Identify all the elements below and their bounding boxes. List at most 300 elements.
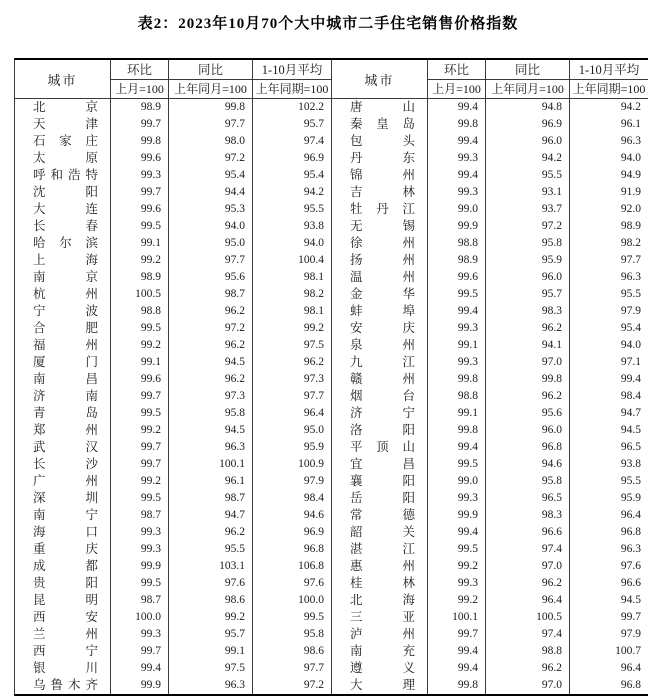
yoy-cell: 96.2	[169, 524, 253, 541]
avg-cell: 94.2	[253, 184, 332, 201]
city-cell: 北海	[332, 592, 428, 609]
yoy-cell: 97.0	[486, 558, 570, 575]
mom-cell: 99.6	[111, 201, 169, 218]
city-cell: 温州	[332, 269, 428, 286]
mom-cell: 99.3	[428, 150, 486, 167]
mom-cell: 99.3	[111, 541, 169, 558]
avg-cell: 94.9	[620, 169, 641, 181]
mom-cell: 99.4	[428, 133, 486, 150]
mom-cell: 99.0	[428, 473, 486, 490]
city-cell: 丹东	[332, 150, 428, 167]
avg-cell: 97.6	[620, 560, 641, 572]
yoy-cell: 94.5	[169, 354, 253, 371]
table-row	[332, 167, 648, 184]
avg-cell: 94.2	[620, 101, 641, 113]
city-cell: 蚌埠	[332, 303, 428, 320]
yoy-cell: 98.6	[169, 592, 253, 609]
city-cell: 合肥	[15, 320, 111, 337]
avg-cell: 97.9	[620, 628, 641, 640]
table-row	[332, 371, 648, 388]
table-row	[15, 592, 332, 609]
table-row	[15, 116, 332, 133]
city-cell: 呼和浩特	[15, 167, 111, 184]
header-avg-base: 上年同期=100	[572, 82, 646, 96]
table-row	[15, 473, 332, 490]
yoy-cell: 95.4	[169, 167, 253, 184]
city-cell: 西安	[15, 609, 111, 626]
yoy-cell: 94.5	[169, 422, 253, 439]
avg-cell: 94.0	[620, 339, 641, 351]
mom-cell: 99.4	[428, 439, 486, 456]
city-cell: 南京	[15, 269, 111, 286]
table-row	[332, 422, 648, 439]
yoy-cell: 95.7	[486, 286, 570, 303]
yoy-cell: 97.2	[169, 320, 253, 337]
table-row	[15, 507, 332, 524]
city-cell: 南宁	[15, 507, 111, 524]
city-cell: 韶关	[332, 524, 428, 541]
table-row	[15, 677, 332, 694]
avg-cell: 96.3	[620, 271, 641, 283]
yoy-cell: 98.7	[169, 286, 253, 303]
yoy-cell: 96.0	[486, 422, 570, 439]
mom-cell: 99.2	[111, 422, 169, 439]
avg-cell: 97.7	[620, 254, 641, 266]
table-row	[15, 184, 332, 201]
mom-cell: 98.7	[111, 507, 169, 524]
avg-cell: 97.1	[620, 356, 641, 368]
header-mom-label: 环比	[111, 60, 168, 80]
city-cell: 厦门	[15, 354, 111, 371]
mom-cell: 99.2	[111, 337, 169, 354]
city-cell: 济南	[15, 388, 111, 405]
yoy-cell: 96.4	[486, 592, 570, 609]
header-group-mom	[111, 60, 169, 98]
mom-cell: 99.4	[428, 303, 486, 320]
mom-cell: 99.7	[428, 626, 486, 643]
yoy-cell: 96.8	[486, 439, 570, 456]
avg-cell: 95.5	[620, 475, 641, 487]
avg-cell: 97.4	[253, 133, 332, 150]
city-cell: 惠州	[332, 558, 428, 575]
table-row	[15, 660, 332, 677]
mom-cell: 99.8	[428, 422, 486, 439]
table-row	[15, 286, 332, 303]
city-cell: 无锡	[332, 218, 428, 235]
table-row	[15, 524, 332, 541]
mom-cell: 99.3	[111, 167, 169, 184]
table-row	[332, 116, 648, 133]
avg-cell: 94.5	[620, 424, 641, 436]
table-row	[15, 320, 332, 337]
city-cell: 郑州	[15, 422, 111, 439]
table-row	[332, 269, 648, 286]
avg-cell: 97.9	[253, 473, 332, 490]
table-row	[332, 609, 648, 626]
table-row	[332, 490, 648, 507]
avg-cell: 96.1	[620, 118, 641, 130]
avg-cell: 96.8	[253, 541, 332, 558]
yoy-cell: 93.7	[486, 201, 570, 218]
table-row	[332, 99, 648, 116]
table-row	[332, 626, 648, 643]
avg-cell: 93.8	[253, 218, 332, 235]
yoy-cell: 94.7	[169, 507, 253, 524]
mom-cell: 99.3	[111, 626, 169, 643]
city-cell: 唐山	[332, 99, 428, 116]
city-cell: 昆明	[15, 592, 111, 609]
avg-cell: 96.6	[620, 577, 641, 589]
city-cell: 乌鲁木齐	[15, 677, 111, 694]
yoy-cell: 95.9	[486, 252, 570, 269]
mom-cell: 99.5	[111, 218, 169, 235]
mom-cell: 99.7	[111, 643, 169, 660]
city-cell: 赣州	[332, 371, 428, 388]
avg-cell: 99.4	[620, 373, 641, 385]
city-cell: 湛江	[332, 541, 428, 558]
mom-cell: 99.1	[111, 235, 169, 252]
yoy-cell: 96.5	[486, 490, 570, 507]
table-row	[332, 252, 648, 269]
city-cell: 济宁	[332, 405, 428, 422]
mom-cell: 99.2	[111, 473, 169, 490]
mom-cell: 99.2	[428, 592, 486, 609]
yoy-cell: 97.4	[486, 626, 570, 643]
yoy-cell: 97.2	[169, 150, 253, 167]
avg-cell: 97.7	[253, 660, 332, 677]
mom-cell: 99.5	[111, 490, 169, 507]
table-row	[332, 541, 648, 558]
header-mom-label: 环比	[428, 60, 485, 80]
yoy-cell: 99.8	[486, 371, 570, 388]
mom-cell: 99.8	[428, 371, 486, 388]
avg-cell: 94.0	[253, 235, 332, 252]
city-cell: 平顶山	[332, 439, 428, 456]
header-avg-base: 上年同期=100	[255, 82, 329, 96]
city-cell: 西宁	[15, 643, 111, 660]
mom-cell: 99.2	[111, 252, 169, 269]
city-cell: 安庆	[332, 320, 428, 337]
header-group-yoy	[486, 60, 570, 98]
avg-cell: 102.2	[253, 99, 332, 116]
mom-cell: 99.1	[428, 405, 486, 422]
city-cell: 杭州	[15, 286, 111, 303]
yoy-cell: 95.8	[169, 405, 253, 422]
table-row	[332, 405, 648, 422]
city-cell: 广州	[15, 473, 111, 490]
avg-cell: 96.3	[620, 543, 641, 555]
avg-cell: 96.4	[620, 662, 641, 674]
yoy-cell: 96.2	[486, 320, 570, 337]
table-row	[332, 235, 648, 252]
city-cell: 重庆	[15, 541, 111, 558]
mom-cell: 99.2	[428, 558, 486, 575]
yoy-cell: 94.1	[486, 337, 570, 354]
yoy-cell: 96.2	[169, 337, 253, 354]
avg-cell: 95.9	[253, 439, 332, 456]
avg-cell: 95.0	[253, 422, 332, 439]
yoy-cell: 97.5	[169, 660, 253, 677]
mom-cell: 98.8	[428, 235, 486, 252]
avg-cell: 94.6	[253, 507, 332, 524]
mom-cell: 99.4	[428, 643, 486, 660]
avg-cell: 100.0	[253, 592, 332, 609]
avg-cell: 95.5	[253, 201, 332, 218]
avg-cell: 98.6	[253, 643, 332, 660]
yoy-cell: 98.0	[169, 133, 253, 150]
city-cell: 金华	[332, 286, 428, 303]
avg-cell: 94.0	[620, 152, 641, 164]
table-row	[15, 558, 332, 575]
city-cell: 泉州	[332, 337, 428, 354]
avg-cell: 98.2	[253, 286, 332, 303]
city-cell: 包头	[332, 133, 428, 150]
yoy-cell: 96.2	[486, 388, 570, 405]
avg-cell: 99.2	[253, 320, 332, 337]
yoy-cell: 98.7	[169, 490, 253, 507]
table-row	[332, 201, 648, 218]
city-cell: 遵义	[332, 660, 428, 677]
table-row	[15, 371, 332, 388]
city-cell: 吉林	[332, 184, 428, 201]
mom-cell: 99.9	[111, 558, 169, 575]
city-cell: 扬州	[332, 252, 428, 269]
table-body-left	[15, 99, 332, 694]
mom-cell: 99.3	[428, 354, 486, 371]
header-city: 城市	[15, 60, 111, 98]
avg-cell: 94.7	[620, 407, 641, 419]
mom-cell: 99.8	[428, 116, 486, 133]
yoy-cell: 95.7	[169, 626, 253, 643]
yoy-cell: 94.6	[486, 456, 570, 473]
table-row	[332, 320, 648, 337]
header-mom-base: 上月=100	[432, 82, 481, 96]
table-header-right	[332, 60, 648, 99]
city-cell: 福州	[15, 337, 111, 354]
city-cell: 长沙	[15, 456, 111, 473]
yoy-cell: 95.3	[169, 201, 253, 218]
table-row	[15, 626, 332, 643]
table-row	[15, 99, 332, 116]
table-row	[15, 167, 332, 184]
table-row	[332, 592, 648, 609]
table-row	[15, 439, 332, 456]
header-city: 城市	[332, 60, 428, 98]
yoy-cell: 96.2	[169, 371, 253, 388]
avg-cell: 100.7	[615, 645, 641, 657]
avg-cell: 93.8	[620, 458, 641, 470]
avg-cell: 96.8	[620, 679, 641, 691]
mom-cell: 99.5	[428, 456, 486, 473]
avg-cell: 98.9	[620, 220, 641, 232]
city-cell: 南昌	[15, 371, 111, 388]
yoy-cell: 93.1	[486, 184, 570, 201]
yoy-cell: 96.2	[486, 575, 570, 592]
mom-cell: 99.3	[428, 184, 486, 201]
header-yoy-label: 同比	[486, 60, 569, 80]
avg-cell: 95.8	[253, 626, 332, 643]
mom-cell: 99.7	[111, 388, 169, 405]
table-row	[15, 643, 332, 660]
mom-cell: 99.0	[428, 201, 486, 218]
header-avg-label: 1-10月平均	[570, 60, 648, 80]
table-row	[15, 303, 332, 320]
table-row	[15, 354, 332, 371]
yoy-cell: 95.5	[486, 167, 570, 184]
header-yoy-label: 同比	[169, 60, 252, 80]
yoy-cell: 94.4	[169, 184, 253, 201]
mom-cell: 99.6	[111, 150, 169, 167]
city-cell: 兰州	[15, 626, 111, 643]
table-row	[332, 218, 648, 235]
avg-cell: 95.5	[620, 288, 641, 300]
mom-cell: 98.9	[111, 269, 169, 286]
yoy-cell: 96.3	[169, 677, 253, 694]
city-cell: 九江	[332, 354, 428, 371]
mom-cell: 100.1	[428, 609, 486, 626]
mom-cell: 98.9	[111, 99, 169, 116]
yoy-cell: 97.4	[486, 541, 570, 558]
city-cell: 泸州	[332, 626, 428, 643]
mom-cell: 99.8	[111, 133, 169, 150]
table-left-half	[15, 60, 332, 694]
mom-cell: 98.9	[428, 252, 486, 269]
avg-cell: 96.2	[253, 354, 332, 371]
mom-cell: 98.7	[111, 592, 169, 609]
table-right-half	[332, 60, 648, 694]
header-group-mom	[428, 60, 486, 98]
avg-cell: 95.7	[253, 116, 332, 133]
table-row	[15, 337, 332, 354]
mom-cell: 99.6	[111, 371, 169, 388]
yoy-cell: 94.2	[486, 150, 570, 167]
header-group-yoy	[169, 60, 253, 98]
table-row	[332, 575, 648, 592]
avg-cell: 106.8	[253, 558, 332, 575]
mom-cell: 99.4	[111, 660, 169, 677]
table-title: 表2：2023年10月70个大中城市二手住宅销售价格指数	[137, 16, 519, 32]
city-cell: 三亚	[332, 609, 428, 626]
table-header-left	[15, 60, 332, 99]
city-cell: 深圳	[15, 490, 111, 507]
yoy-cell: 97.0	[486, 354, 570, 371]
mom-cell: 99.7	[111, 439, 169, 456]
yoy-cell: 99.8	[169, 99, 253, 116]
city-cell: 石家庄	[15, 133, 111, 150]
city-cell: 哈尔滨	[15, 235, 111, 252]
mom-cell: 100.0	[111, 609, 169, 626]
yoy-cell: 97.6	[169, 575, 253, 592]
city-cell: 青岛	[15, 405, 111, 422]
header-mom-base: 上月=100	[115, 82, 164, 96]
city-cell: 银川	[15, 660, 111, 677]
table-row	[15, 422, 332, 439]
table-row	[332, 558, 648, 575]
avg-cell: 92.0	[620, 203, 641, 215]
avg-cell: 97.5	[253, 337, 332, 354]
table-row	[332, 660, 648, 677]
avg-cell: 100.4	[253, 252, 332, 269]
yoy-cell: 96.6	[486, 524, 570, 541]
table-row	[15, 252, 332, 269]
table-row	[332, 337, 648, 354]
table-row	[332, 524, 648, 541]
city-cell: 大连	[15, 201, 111, 218]
table-row	[15, 609, 332, 626]
yoy-cell: 96.0	[486, 133, 570, 150]
yoy-cell: 94.0	[169, 218, 253, 235]
mom-cell: 99.3	[111, 524, 169, 541]
table-row	[332, 439, 648, 456]
avg-cell: 98.4	[620, 390, 641, 402]
header-avg-label: 1-10月平均	[253, 60, 331, 80]
avg-cell: 91.9	[620, 186, 641, 198]
table-row	[332, 473, 648, 490]
avg-cell: 98.4	[253, 490, 332, 507]
mom-cell: 99.7	[111, 184, 169, 201]
avg-cell: 100.9	[253, 456, 332, 473]
table-row	[332, 184, 648, 201]
mom-cell: 99.9	[111, 677, 169, 694]
yoy-cell: 97.7	[169, 252, 253, 269]
header-group-avg	[570, 60, 648, 98]
mom-cell: 99.3	[428, 320, 486, 337]
city-cell: 宁波	[15, 303, 111, 320]
city-cell: 徐州	[332, 235, 428, 252]
mom-cell: 99.5	[111, 575, 169, 592]
yoy-cell: 96.0	[486, 269, 570, 286]
header-group-avg	[253, 60, 332, 98]
table-row	[15, 150, 332, 167]
avg-cell: 97.7	[253, 388, 332, 405]
yoy-cell: 99.1	[169, 643, 253, 660]
mom-cell: 98.8	[111, 303, 169, 320]
city-cell: 洛阳	[332, 422, 428, 439]
city-cell: 常德	[332, 507, 428, 524]
mom-cell: 99.9	[428, 218, 486, 235]
mom-cell: 99.4	[428, 660, 486, 677]
mom-cell: 99.4	[428, 167, 486, 184]
table-row	[15, 490, 332, 507]
mom-cell: 99.5	[111, 320, 169, 337]
city-cell: 大理	[332, 677, 428, 694]
avg-cell: 96.9	[253, 150, 332, 167]
table-row	[332, 388, 648, 405]
table-row	[15, 541, 332, 558]
avg-cell: 97.2	[253, 677, 332, 694]
yoy-cell: 95.6	[486, 405, 570, 422]
city-cell: 海口	[15, 524, 111, 541]
avg-cell: 97.9	[620, 305, 641, 317]
avg-cell: 96.3	[620, 135, 641, 147]
table-body-right	[332, 99, 648, 694]
yoy-cell: 95.8	[486, 473, 570, 490]
city-cell: 牡丹江	[332, 201, 428, 218]
avg-cell: 98.2	[620, 237, 641, 249]
mom-cell: 99.1	[111, 354, 169, 371]
mom-cell: 99.7	[111, 116, 169, 133]
yoy-cell: 95.5	[169, 541, 253, 558]
avg-cell: 95.4	[620, 322, 641, 334]
mom-cell: 99.5	[428, 541, 486, 558]
yoy-cell: 98.3	[486, 303, 570, 320]
avg-cell: 96.5	[620, 441, 641, 453]
yoy-cell: 96.9	[486, 116, 570, 133]
mom-cell: 99.3	[428, 575, 486, 592]
yoy-cell: 95.8	[486, 235, 570, 252]
yoy-cell: 97.0	[486, 677, 570, 694]
yoy-cell: 98.3	[486, 507, 570, 524]
